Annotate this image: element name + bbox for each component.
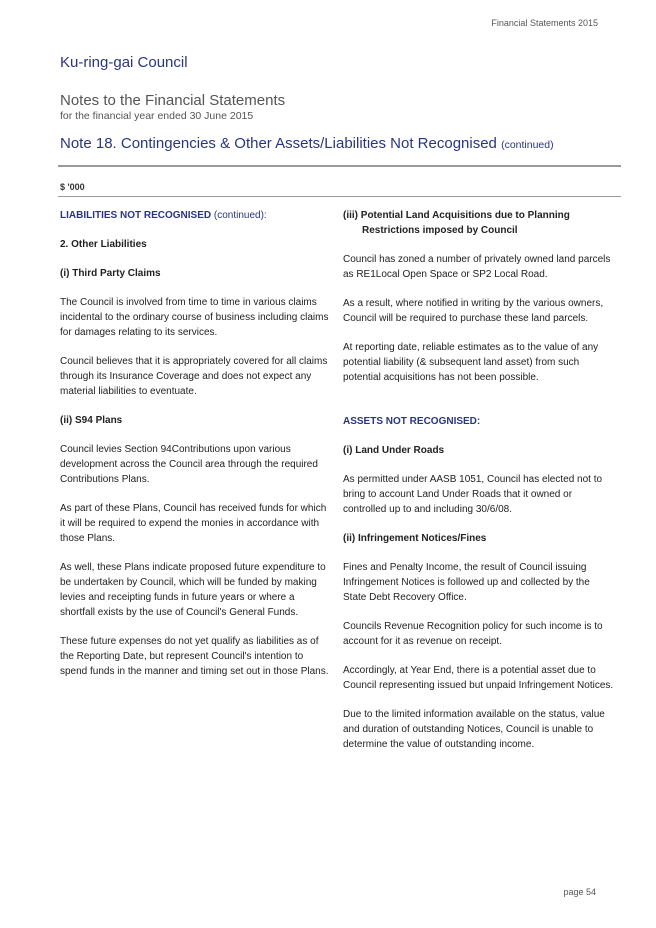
note-heading [60,135,554,152]
paragraph: As part of these Plans, Council has received funds for which it will be required to expend the monies in accordance with those Plans. [60,503,327,544]
unit-divider [58,196,621,197]
paragraph: As a result, where notified in writing by the various owners, Council will be required to purchase these land parcels. [343,298,604,324]
paragraph: Accordingly, at Year End, there is a potential asset due to Council representing issued but unpaid Infringement Notices. [343,665,614,691]
document-title: Notes to the Financial Statements [60,92,286,109]
paragraph: The Council is involved from time to time in various claims incidental to the ordinary course of business including claims for damages relating to its services. [60,297,329,338]
subsection-heading: 2. Other Liabilities [60,239,147,250]
left-column [60,208,332,693]
paragraph: These future expenses do not yet qualify as liabilities as of the Reporting Date, but represent Council's intention to spend funds in the manner and timing set out in those Plans. [60,636,329,677]
page-number: page 54 [563,887,596,897]
top-divider [58,165,621,167]
heading-s94-plans: (ii) S94 Plans [60,415,123,426]
paragraph: Council has zoned a number of privately owned land parcels as RE1Local Open Space or SP2 Local Road. [343,254,611,280]
heading-land-acquisitions: (iii) Potential Land Acquisitions due to Planning Restrictions imposed by Council [343,210,570,236]
paragraph: Fines and Penalty Income, the result of Council issuing Infringement Notices is followed up and collected by the State Debt Recovery Office. [343,562,590,603]
heading-infringement-notices: (ii) Infringement Notices/Fines [343,533,487,544]
document-subtitle: for the financial year ended 30 June 2015 [60,110,254,122]
heading-third-party-claims: (i) Third Party Claims [60,268,161,279]
paragraph: As permitted under AASB 1051, Council has elected not to bring to account Land Under Roads that it owned or controlled up to and including 30/6/08. [343,474,603,515]
paragraph: Councils Revenue Recognition policy for such income is to account for it as revenue on receipt. [343,621,603,647]
paragraph: Council levies Section 94Contributions upon various development across the Council area through the required Contributions Plans. [60,444,318,485]
unit-label: $ '000 [60,182,85,192]
organisation-name: Ku-ring-gai Council [60,54,188,71]
heading-land-under-roads: (i) Land Under Roads [343,445,445,456]
note-title: Note 18. Contingencies & Other Assets/Liabilities Not Recognised [60,135,497,152]
paragraph: Council believes that it is appropriately covered for all claims through its Insurance Coverage and does not expect any material liabilities to eventuate. [60,356,328,397]
paragraph: As well, these Plans indicate proposed future expenditure to be undertaken by Council, which will be funded by making levies and receipting funds in future years or where a shortfall exists by the use of Council's General Funds. [60,562,326,618]
note-continued: (continued) [501,139,554,151]
paragraph: Due to the limited information available on the status, value and duration of outstanding Notices, Council is unable to determine the value of outstanding income. [343,709,605,750]
paragraph: At reporting date, reliable estimates as to the value of any potential liability (& subsequent land asset) from such potential acquisitions has not been possible. [343,342,599,383]
section-heading-liabilities: LIABILITIES NOT RECOGNISED (continued): [60,210,267,221]
right-column [343,208,615,766]
running-header: Financial Statements 2015 [491,18,598,28]
section-heading-assets: ASSETS NOT RECOGNISED: [343,416,481,427]
